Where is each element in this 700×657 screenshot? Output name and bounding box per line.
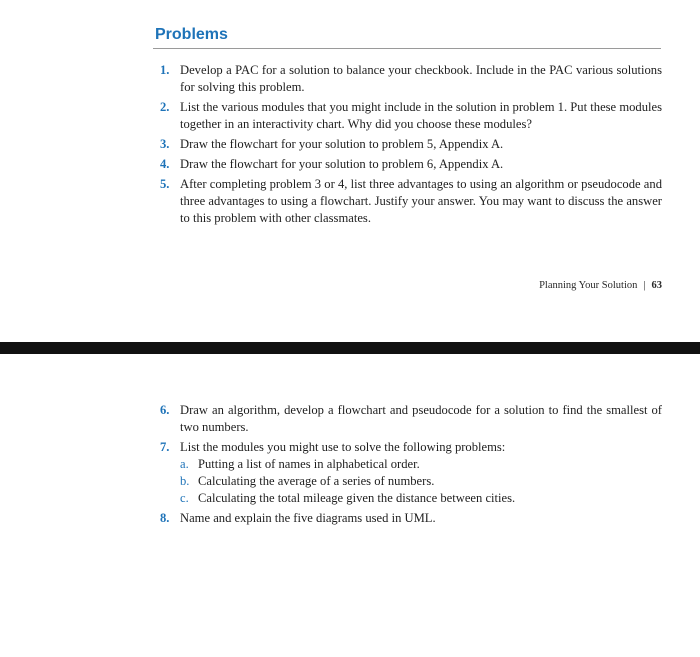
problem-item: [160, 439, 662, 507]
sub-problem-list: [180, 456, 662, 507]
problem-list-top: [160, 62, 662, 230]
sub-problem-letter: b.: [180, 474, 190, 488]
footer-section-title: Planning Your Solution: [539, 280, 638, 291]
sub-problem-letter: a.: [180, 457, 189, 471]
problem-item: [160, 136, 662, 153]
heading-rule: [153, 48, 661, 49]
footer-separator: |: [643, 280, 646, 291]
problem-number: 5.: [160, 177, 170, 191]
problem-number: 1.: [160, 63, 170, 77]
sub-problem-text: Calculating the total mileage given the distance between cities.: [198, 491, 516, 505]
problem-number: 4.: [160, 157, 170, 171]
problem-text: After completing problem 3 or 4, list three advantages to using an algorithm or pseudocode and three advantages to using a flowchart. Justify your answer. You may want to discuss the answer to this problem with other classmates.: [180, 177, 662, 225]
problem-item: [160, 510, 662, 527]
sub-problem-letter: c.: [180, 491, 189, 505]
problem-item: [160, 99, 662, 133]
problem-number: 6.: [160, 403, 170, 417]
sub-problem-text: Calculating the average of a series of numbers.: [198, 474, 435, 488]
problem-number: 8.: [160, 511, 170, 525]
problem-number: 7.: [160, 440, 170, 454]
problem-item: [160, 62, 662, 96]
problem-text: Name and explain the five diagrams used in UML.: [180, 511, 436, 525]
problem-number: 2.: [160, 100, 170, 114]
sub-problem-text: Putting a list of names in alphabetical order.: [198, 457, 420, 471]
problem-text: List the various modules that you might include in the solution in problem 1. Put these modules together in an interactivity chart. Why did you choose these modules?: [180, 100, 662, 131]
problem-number: 3.: [160, 137, 170, 151]
problem-text: Draw the flowchart for your solution to problem 5, Appendix A.: [180, 137, 504, 151]
problem-text: List the modules you might use to solve the following problems:: [180, 440, 506, 454]
sub-problem-item: [180, 473, 662, 490]
problem-item: [160, 176, 662, 227]
page-number: 63: [651, 280, 662, 291]
section-heading: Problems: [155, 26, 228, 43]
problem-text: Draw an algorithm, develop a flowchart and pseudocode for a solution to find the smallest of two numbers.: [180, 403, 662, 434]
problem-text: Draw the flowchart for your solution to problem 6, Appendix A.: [180, 157, 504, 171]
problem-list-bottom: [160, 402, 662, 530]
problem-text: Develop a PAC for a solution to balance your checkbook. Include in the PAC various solutions for solving this problem.: [180, 63, 662, 94]
problem-item: [160, 156, 662, 173]
sub-problem-item: [180, 456, 662, 473]
page-footer: [539, 280, 662, 291]
problem-item: [160, 402, 662, 436]
sub-problem-item: [180, 490, 662, 507]
page-divider: [0, 342, 700, 354]
